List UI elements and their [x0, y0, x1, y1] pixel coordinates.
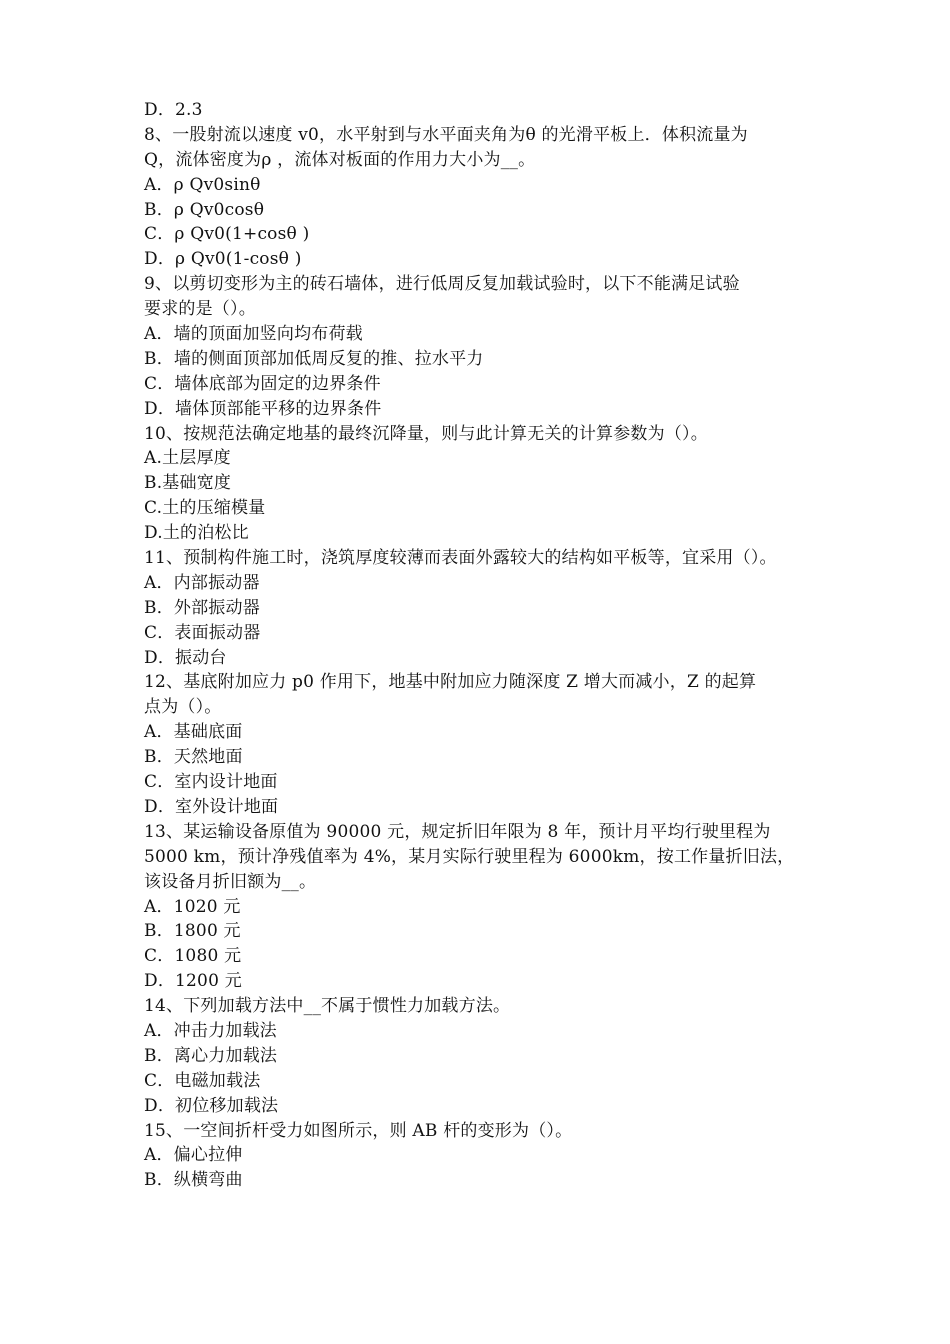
text-line: A．冲击力加载法 [144, 1020, 277, 1041]
text-line: 13、某运输设备原值为 90000 元，规定折旧年限为 8 年，预计月平均行驶里程为 [144, 821, 771, 842]
text-line: B．外部振动器 [144, 597, 260, 618]
text-line: A．ρ Qv0sinθ [144, 174, 261, 195]
text-line: 8、一股射流以速度 v0，水平射到与水平面夹角为θ 的光滑平板上．体积流量为 [144, 124, 748, 145]
text-line: D.土的泊松比 [144, 523, 249, 544]
text-line: 11、预制构件施工时，浇筑厚度较薄而表面外露较大的结构如平板等，宜采用（）。 [144, 548, 777, 569]
text-line: B．离心力加载法 [144, 1045, 278, 1066]
document-body [144, 98, 814, 1218]
text-line: A.土层厚度 [144, 448, 231, 469]
text-line: 10、按规范法确定地基的最终沉降量，则与此计算无关的计算参数为（）。 [144, 423, 708, 444]
text-line: C．表面振动器 [144, 622, 261, 643]
text-line: C．ρ Qv0(1+cosθ ) [144, 224, 310, 245]
text-line: 12、基底附加应力 p0 作用下，地基中附加应力随深度 Z 增大而减小，Z 的起算 [144, 672, 757, 693]
text-line: D．1200 元 [144, 971, 242, 992]
text-line: B．纵横弯曲 [144, 1170, 243, 1191]
text-line: A．墙的顶面加竖向均布荷载 [144, 324, 363, 345]
text-line: C.土的压缩模量 [144, 498, 266, 519]
text-line: D．室外设计地面 [144, 796, 279, 817]
text-line: 5000 km，预计净残值率为 4%，某月实际行驶里程为 6000km，按工作量折旧法， [144, 846, 795, 867]
text-line: D．ρ Qv0(1-cosθ ) [144, 249, 302, 270]
text-line: 要求的是（）。 [144, 299, 256, 320]
text-line: 14、下列加载方法中__不属于惯性力加载方法。 [144, 996, 511, 1017]
text-line: C．1080 元 [144, 946, 242, 967]
text-line [144, 1193, 814, 1218]
text-line: 该设备月折旧额为__。 [144, 871, 317, 892]
text-line: A．偏心拉伸 [144, 1145, 243, 1166]
text-line: C．室内设计地面 [144, 772, 278, 793]
text-line: A．基础底面 [144, 722, 243, 743]
text-line: D．墙体顶部能平移的边界条件 [144, 398, 382, 419]
text-line: A．内部振动器 [144, 572, 260, 593]
text-line: B．天然地面 [144, 747, 243, 768]
text-line: B．1800 元 [144, 921, 241, 942]
text-line: C．电磁加载法 [144, 1070, 261, 1091]
text-line: 9、以剪切变形为主的砖石墙体，进行低周反复加载试验时，以下不能满足试验 [144, 274, 740, 295]
text-line: D．初位移加载法 [144, 1095, 279, 1116]
text-line: B.基础宽度 [144, 473, 232, 494]
text-line: D．2.3 [144, 100, 203, 120]
text-line: 15、一空间折杆受力如图所示，则 AB 杆的变形为（）。 [144, 1120, 573, 1141]
text-line: Q，流体密度为ρ ，流体对板面的作用力大小为__。 [144, 149, 536, 170]
text-line: A．1020 元 [144, 896, 241, 917]
text-line: B．ρ Qv0cosθ [144, 199, 265, 220]
text-line: C．墙体底部为固定的边界条件 [144, 373, 381, 394]
text-line: D．振动台 [144, 647, 227, 668]
text-line: 点为（）。 [144, 697, 222, 718]
text-line: B．墙的侧面顶部加低周反复的推、拉水平力 [144, 348, 484, 369]
